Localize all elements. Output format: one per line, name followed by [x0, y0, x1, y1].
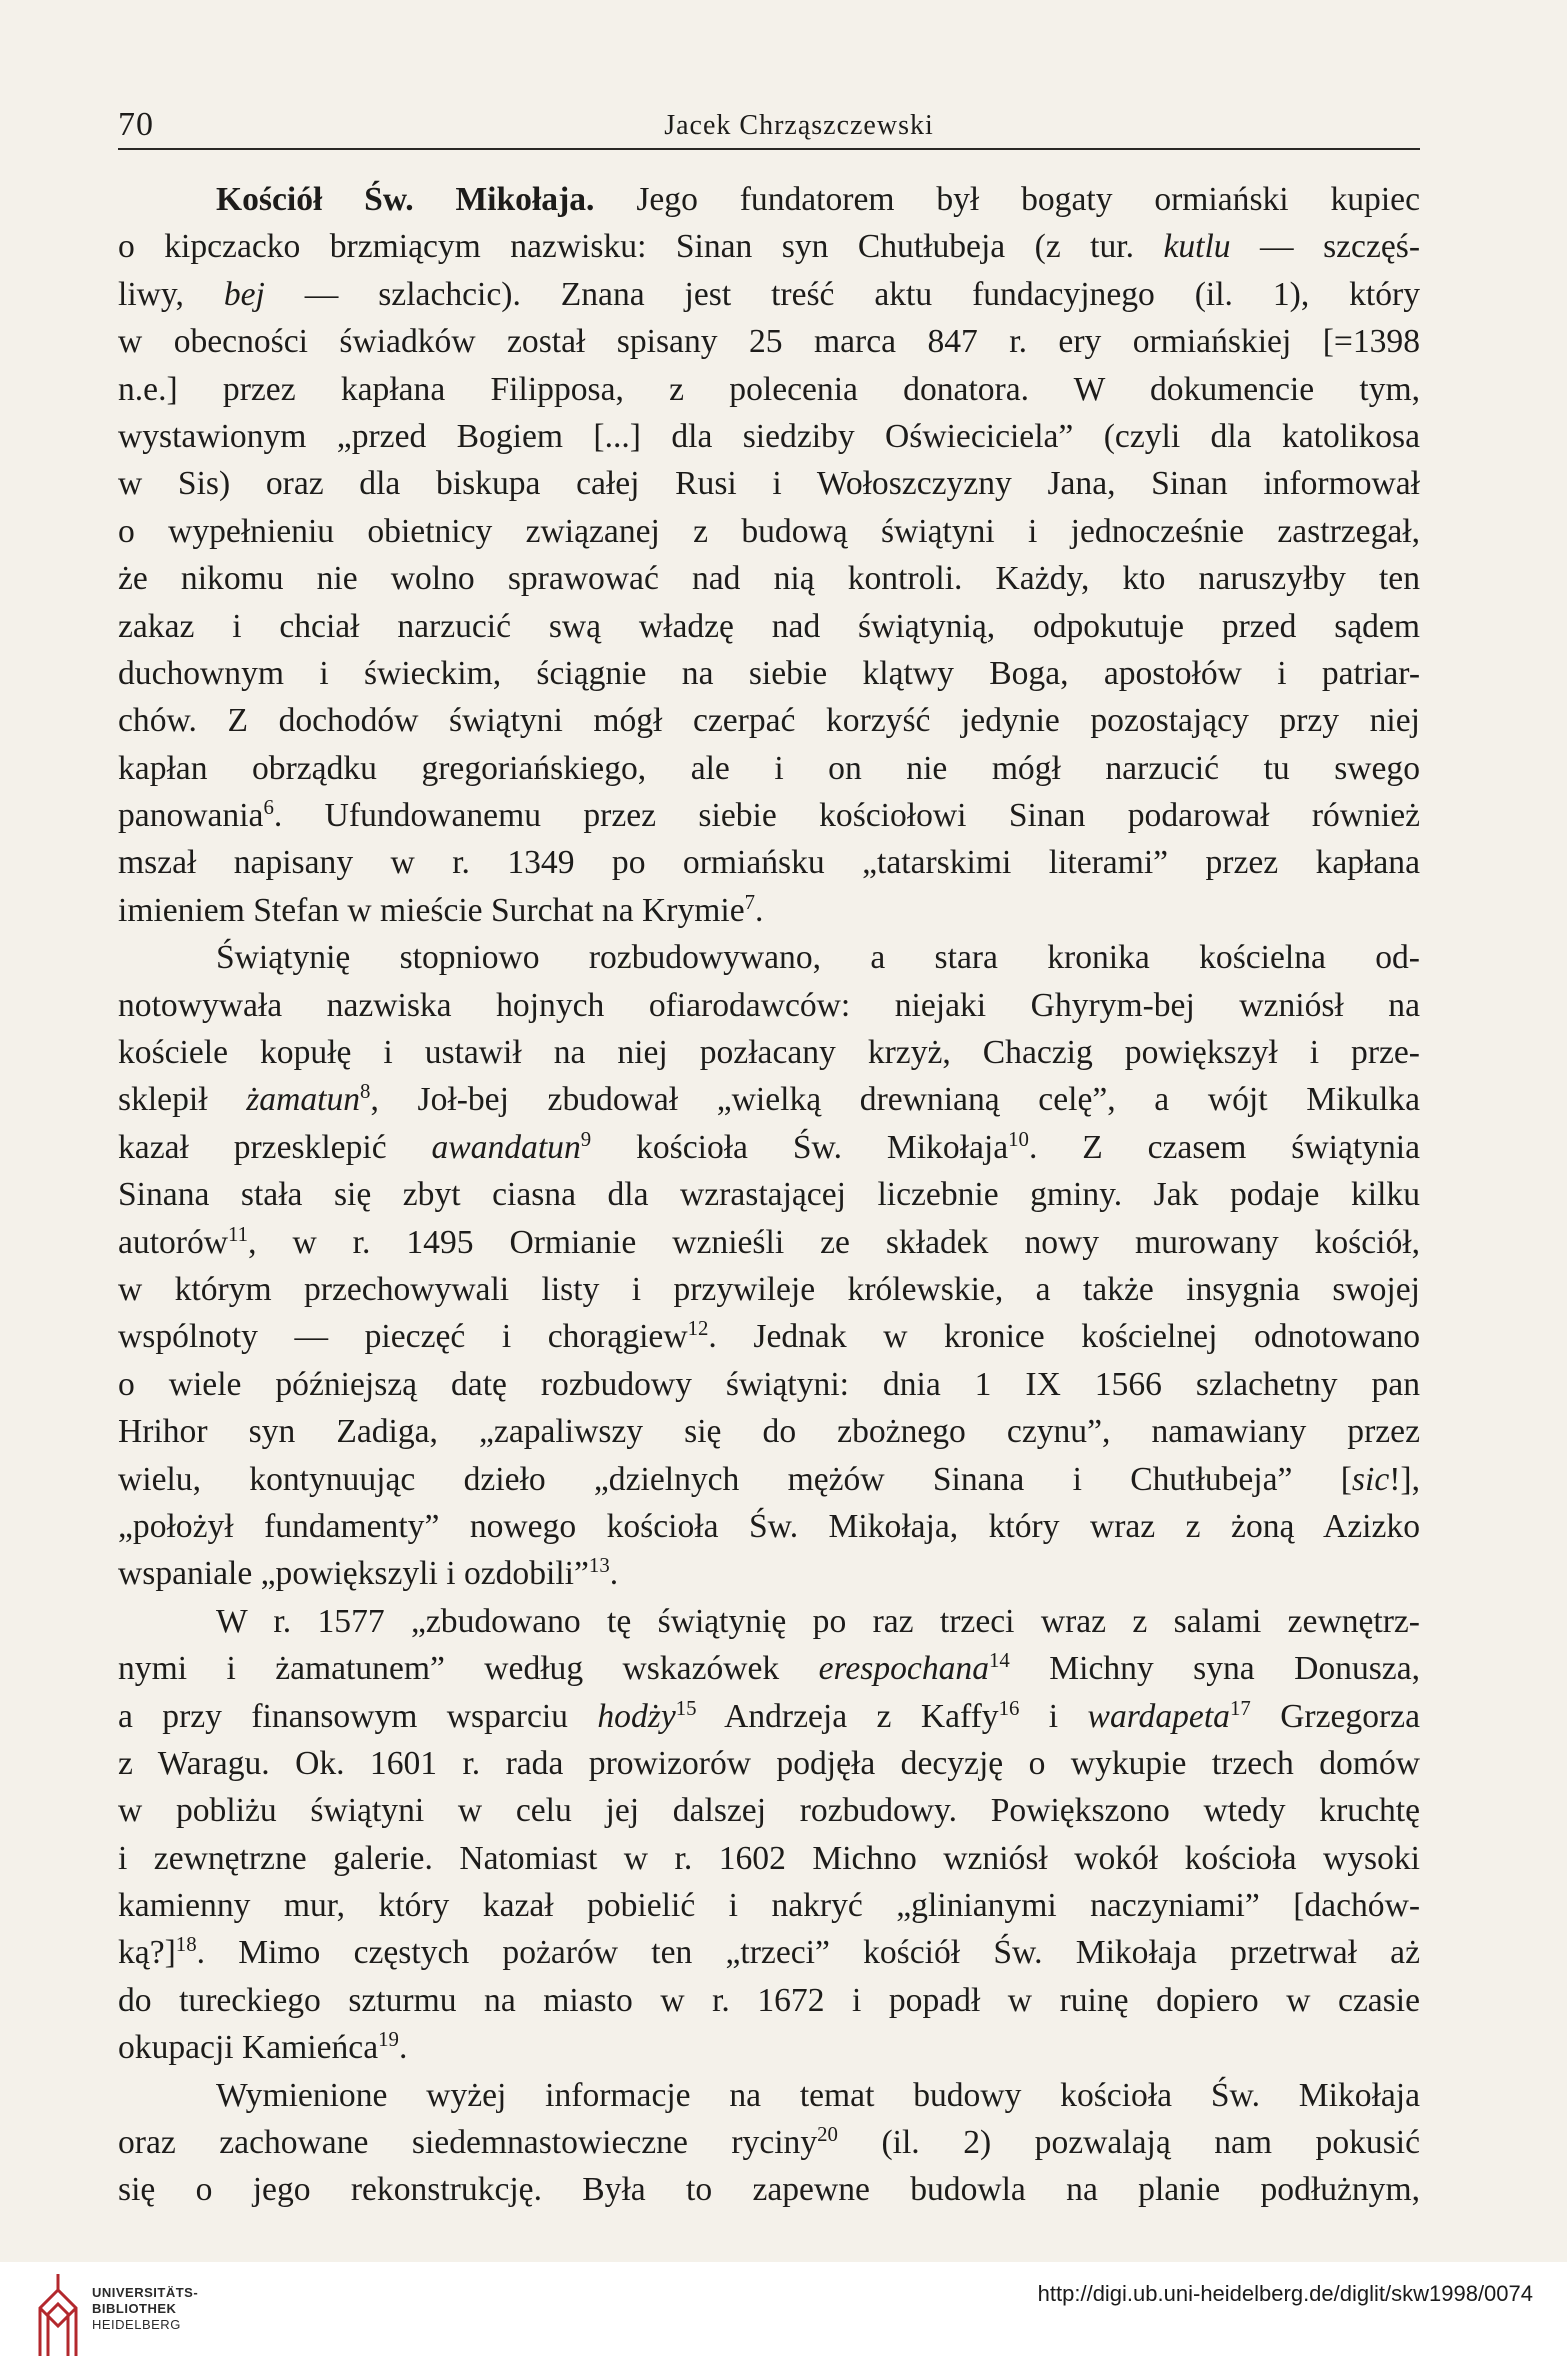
text-line: Hrihor syn Zadiga, „zapaliwszy się do zbożnego czynu”, namawiany przez [118, 1413, 1420, 1451]
footnote-ref[interactable]: 14 [989, 1647, 1010, 1672]
text-line: w obecności świadków został spisany 25 marca 847 r. ery ormiańskiej [=1398 [118, 323, 1420, 361]
text-line: chów. Z dochodów świątyni mógł czerpać korzyść jedynie pozostający przy niej [118, 702, 1420, 740]
footnote-ref[interactable]: 13 [588, 1553, 610, 1578]
text-line: i zewnętrzne galerie. Natomiast w r. 1602 Michno wzniósł wokół kościoła wysoki [118, 1839, 1420, 1877]
text-line: Świątynię stopniowo rozbudowywano, a stara kronika kościelna od- [216, 939, 1420, 977]
text-line: że nikomu nie wolno sprawować nad nią kontroli. Każdy, kto naruszyłby ten [118, 560, 1420, 598]
body-text [118, 176, 1420, 2214]
library-name [92, 2285, 198, 2333]
text-line: w którym przechowywali listy i przywileje królewskie, a także insygnia swojej [118, 1270, 1420, 1308]
library-name-line: UNIVERSITÄTS- [92, 2285, 199, 2300]
section-heading: Kościół Św. Mikołaja. [216, 181, 595, 218]
text-span: , w r. 1495 Ormianie wznieśli ze składek nowy murowany kościół, [248, 1223, 1420, 1261]
italic-term: wardapeta [1087, 1697, 1230, 1735]
text-span: . [609, 1555, 619, 1593]
text-line [118, 887, 1420, 934]
footnote-ref[interactable]: 16 [998, 1695, 1020, 1720]
text-span: Michny syna Donusza, [1049, 1650, 1420, 1688]
text-span: . Ufundowanemu przez siebie kościołowi Sinan podarował również [273, 797, 1420, 835]
text-line: o wypełnieniu obietnicy związanej z budową świątyni i jednocześnie zastrzegał, [118, 512, 1420, 550]
text-span: . Jednak w kronice kościelnej odnotowano [708, 1318, 1420, 1356]
text-span: — szczęś- [1260, 228, 1420, 266]
footnote-ref[interactable]: 6 [263, 794, 274, 819]
text-line [118, 1645, 1420, 1692]
text-line: duchownym i świeckim, ściągnie na siebie klątwy Boga, apostołów i patriar- [118, 654, 1420, 692]
text-line [118, 1550, 1420, 1597]
italic-term: hodży [597, 1697, 676, 1735]
text-span: . Z czasem świątynia [1028, 1128, 1420, 1166]
footnote-ref[interactable]: 9 [580, 1126, 592, 1151]
footnote-ref[interactable]: 17 [1229, 1695, 1251, 1720]
italic-term: bej [223, 275, 265, 313]
text-line: zakaz i chciał narzucić swą władzę nad świątynią, odpokutuje przed sądem [118, 607, 1420, 645]
library-name-line: HEIDELBERG [92, 2317, 181, 2332]
italic-term: erespochana [818, 1650, 989, 1688]
text-line: do tureckiego szturmu na miasto w r. 1672 i popadł w ruinę dopiero w czasie [118, 1981, 1420, 2019]
text-span: imieniem Stefan w mieście Surchat na Krymie [118, 891, 745, 929]
text-span: liwy, [118, 275, 184, 313]
text-line [118, 1076, 1420, 1123]
text-span: nymi i żamatunem” według wskazówek [118, 1650, 780, 1688]
italic-term: sic [1351, 1460, 1390, 1498]
text-line [118, 1124, 1420, 1171]
italic-term: żamatun [246, 1081, 361, 1119]
text-line: mszał napisany w r. 1349 po ormiańsku „tatarskimi literami” przez kapłana [118, 844, 1420, 882]
text-line: wystawionym „przed Bogiem [...] dla siedziby Oświeciciela” (czyli dla katolikosa [118, 417, 1420, 455]
text-span: — szlachcic). Znana jest treść aktu fundacyjnego (il. 1), który [304, 275, 1420, 313]
text-line: Wymienione wyżej informacje na temat budowy kościoła Św. Mikołaja [216, 2076, 1420, 2114]
text-span: (il. 2) pozwalają nam pokusić [881, 2124, 1420, 2162]
text-line [118, 1693, 1420, 1740]
paragraph [118, 176, 1420, 934]
text-span: . [398, 2029, 408, 2067]
text-span: sklepił [118, 1081, 208, 1119]
italic-term: awandatun [431, 1128, 581, 1166]
text-line: notowywała nazwiska hojnych ofiarodawców: niejaki Ghyrym-bej wzniósł na [118, 986, 1420, 1024]
footnote-ref[interactable]: 15 [675, 1695, 697, 1720]
footnote-ref[interactable]: 8 [360, 1079, 371, 1104]
footnote-ref[interactable]: 20 [817, 2121, 838, 2146]
italic-term: kutlu [1163, 228, 1231, 266]
text-line: kamienny mur, który kazał pobielić i nakryć „glinianymi naczyniami” [dachów- [118, 1887, 1420, 1925]
text-line [118, 792, 1420, 839]
text-span: panowania [118, 797, 264, 835]
text-span: . Mimo częstych pożarów ten „trzeci” kościół Św. Mikołaja przetrwał aż [196, 1934, 1420, 1972]
text-span: . [755, 891, 764, 929]
library-name-line: BIBLIOTHEK [92, 2301, 177, 2316]
text-line: w pobliżu świątyni w celu jej dalszej rozbudowy. Powiększono wtedy kruchtę [118, 1792, 1420, 1830]
text-line: z Waragu. Ok. 1601 r. rada prowizorów podjęła decyzję o wykupie trzech domów [118, 1744, 1420, 1782]
text-line: o wiele późniejszą datę rozbudowy świątyni: dnia 1 IX 1566 szlachetny pan [118, 1365, 1420, 1403]
text-line [118, 1929, 1420, 1976]
text-line: W r. 1577 „zbudowano tę świątynię po raz trzeci wraz z salami zewnętrz- [216, 1602, 1420, 1640]
running-head-author: Jacek Chrząszczewski [664, 110, 934, 141]
text-line [118, 1456, 1420, 1503]
text-line [118, 1219, 1420, 1266]
text-line [118, 2119, 1420, 2166]
text-line: w Sis) oraz dla biskupa całej Rusi i Wołoszczyzny Jana, Sinan informował [118, 465, 1420, 503]
text-line: „położył fundamenty” nowego kościoła Św. Mikołaja, który wraz z żoną Azizko [118, 1507, 1420, 1545]
source-url-link[interactable]: http://digi.ub.uni-heidelberg.de/diglit/skw1998/0074 [1037, 2281, 1533, 2306]
text-line: kościele kopułę i ustawił na niej pozłacany krzyż, Chaczig powiększył i prze- [118, 1034, 1420, 1072]
footer-bar [0, 2262, 1567, 2373]
text-span: ką?] [118, 1934, 176, 1972]
text-span: kazał przesklepić [118, 1128, 387, 1166]
text-line [118, 223, 1420, 270]
text-span: Jego fundatorem był bogaty ormiański kupiec [636, 181, 1420, 218]
text-line: Sinana stała się zbyt ciasna dla wzrastającej liczebnie gminy. Jak podaje kilku [118, 1176, 1420, 1214]
paragraph [118, 1598, 1420, 2072]
page-number: 70 [118, 106, 154, 143]
footnote-ref[interactable]: 7 [744, 889, 756, 914]
text-span: !], [1389, 1460, 1420, 1498]
text-span: wspaniale „powiększyli i ozdobili” [118, 1555, 589, 1593]
text-span: wspólnoty — pieczęć i chorągiew [118, 1318, 688, 1356]
text-line [118, 1313, 1420, 1360]
text-line [118, 176, 1420, 223]
paragraph [118, 934, 1420, 1597]
text-span: okupacji Kamieńca [118, 2029, 379, 2067]
text-line: się o jego rekonstrukcję. Była to zapewne budowla na planie podłużnym, [118, 2171, 1420, 2209]
text-span: a przy finansowym wsparciu [118, 1697, 568, 1735]
text-span: , Joł-bej zbudował „wielką drewnianą celę”, a wójt Mikulka [370, 1081, 1420, 1119]
text-line [118, 2024, 1420, 2071]
text-line: n.e.] przez kapłana Filipposa, z polecenia donatora. W dokumencie tym, [118, 370, 1420, 408]
text-span: Andrzeja z Kaffy [724, 1697, 999, 1735]
library-logo-icon [34, 2270, 82, 2360]
text-line: kapłan obrządku gregoriańskiego, ale i on nie mógł narzucić tu swego [118, 749, 1420, 787]
paragraph [118, 2072, 1420, 2214]
footnote-ref[interactable]: 18 [175, 1932, 197, 1957]
running-head [118, 100, 1420, 150]
footnote-ref[interactable]: 19 [378, 2027, 399, 2052]
footnote-ref[interactable]: 10 [1008, 1126, 1029, 1151]
text-span: wielu, kontynuując dzieło „dzielnych mężów Sinana i Chutłubeja” [ [118, 1460, 1352, 1498]
text-span: i [1048, 1697, 1059, 1735]
text-span: autorów [118, 1223, 229, 1261]
text-span: Grzegorza [1280, 1697, 1420, 1735]
text-span: o kipczacko brzmiącym nazwisku: Sinan syn Chutłubeja (z tur. [118, 228, 1134, 266]
text-span: kościoła Św. Mikołaja [636, 1128, 1009, 1166]
text-line [118, 271, 1420, 318]
footnote-ref[interactable]: 12 [687, 1316, 709, 1341]
text-span: oraz zachowane siedemnastowieczne ryciny [118, 2124, 818, 2162]
footnote-ref[interactable]: 11 [228, 1221, 249, 1246]
